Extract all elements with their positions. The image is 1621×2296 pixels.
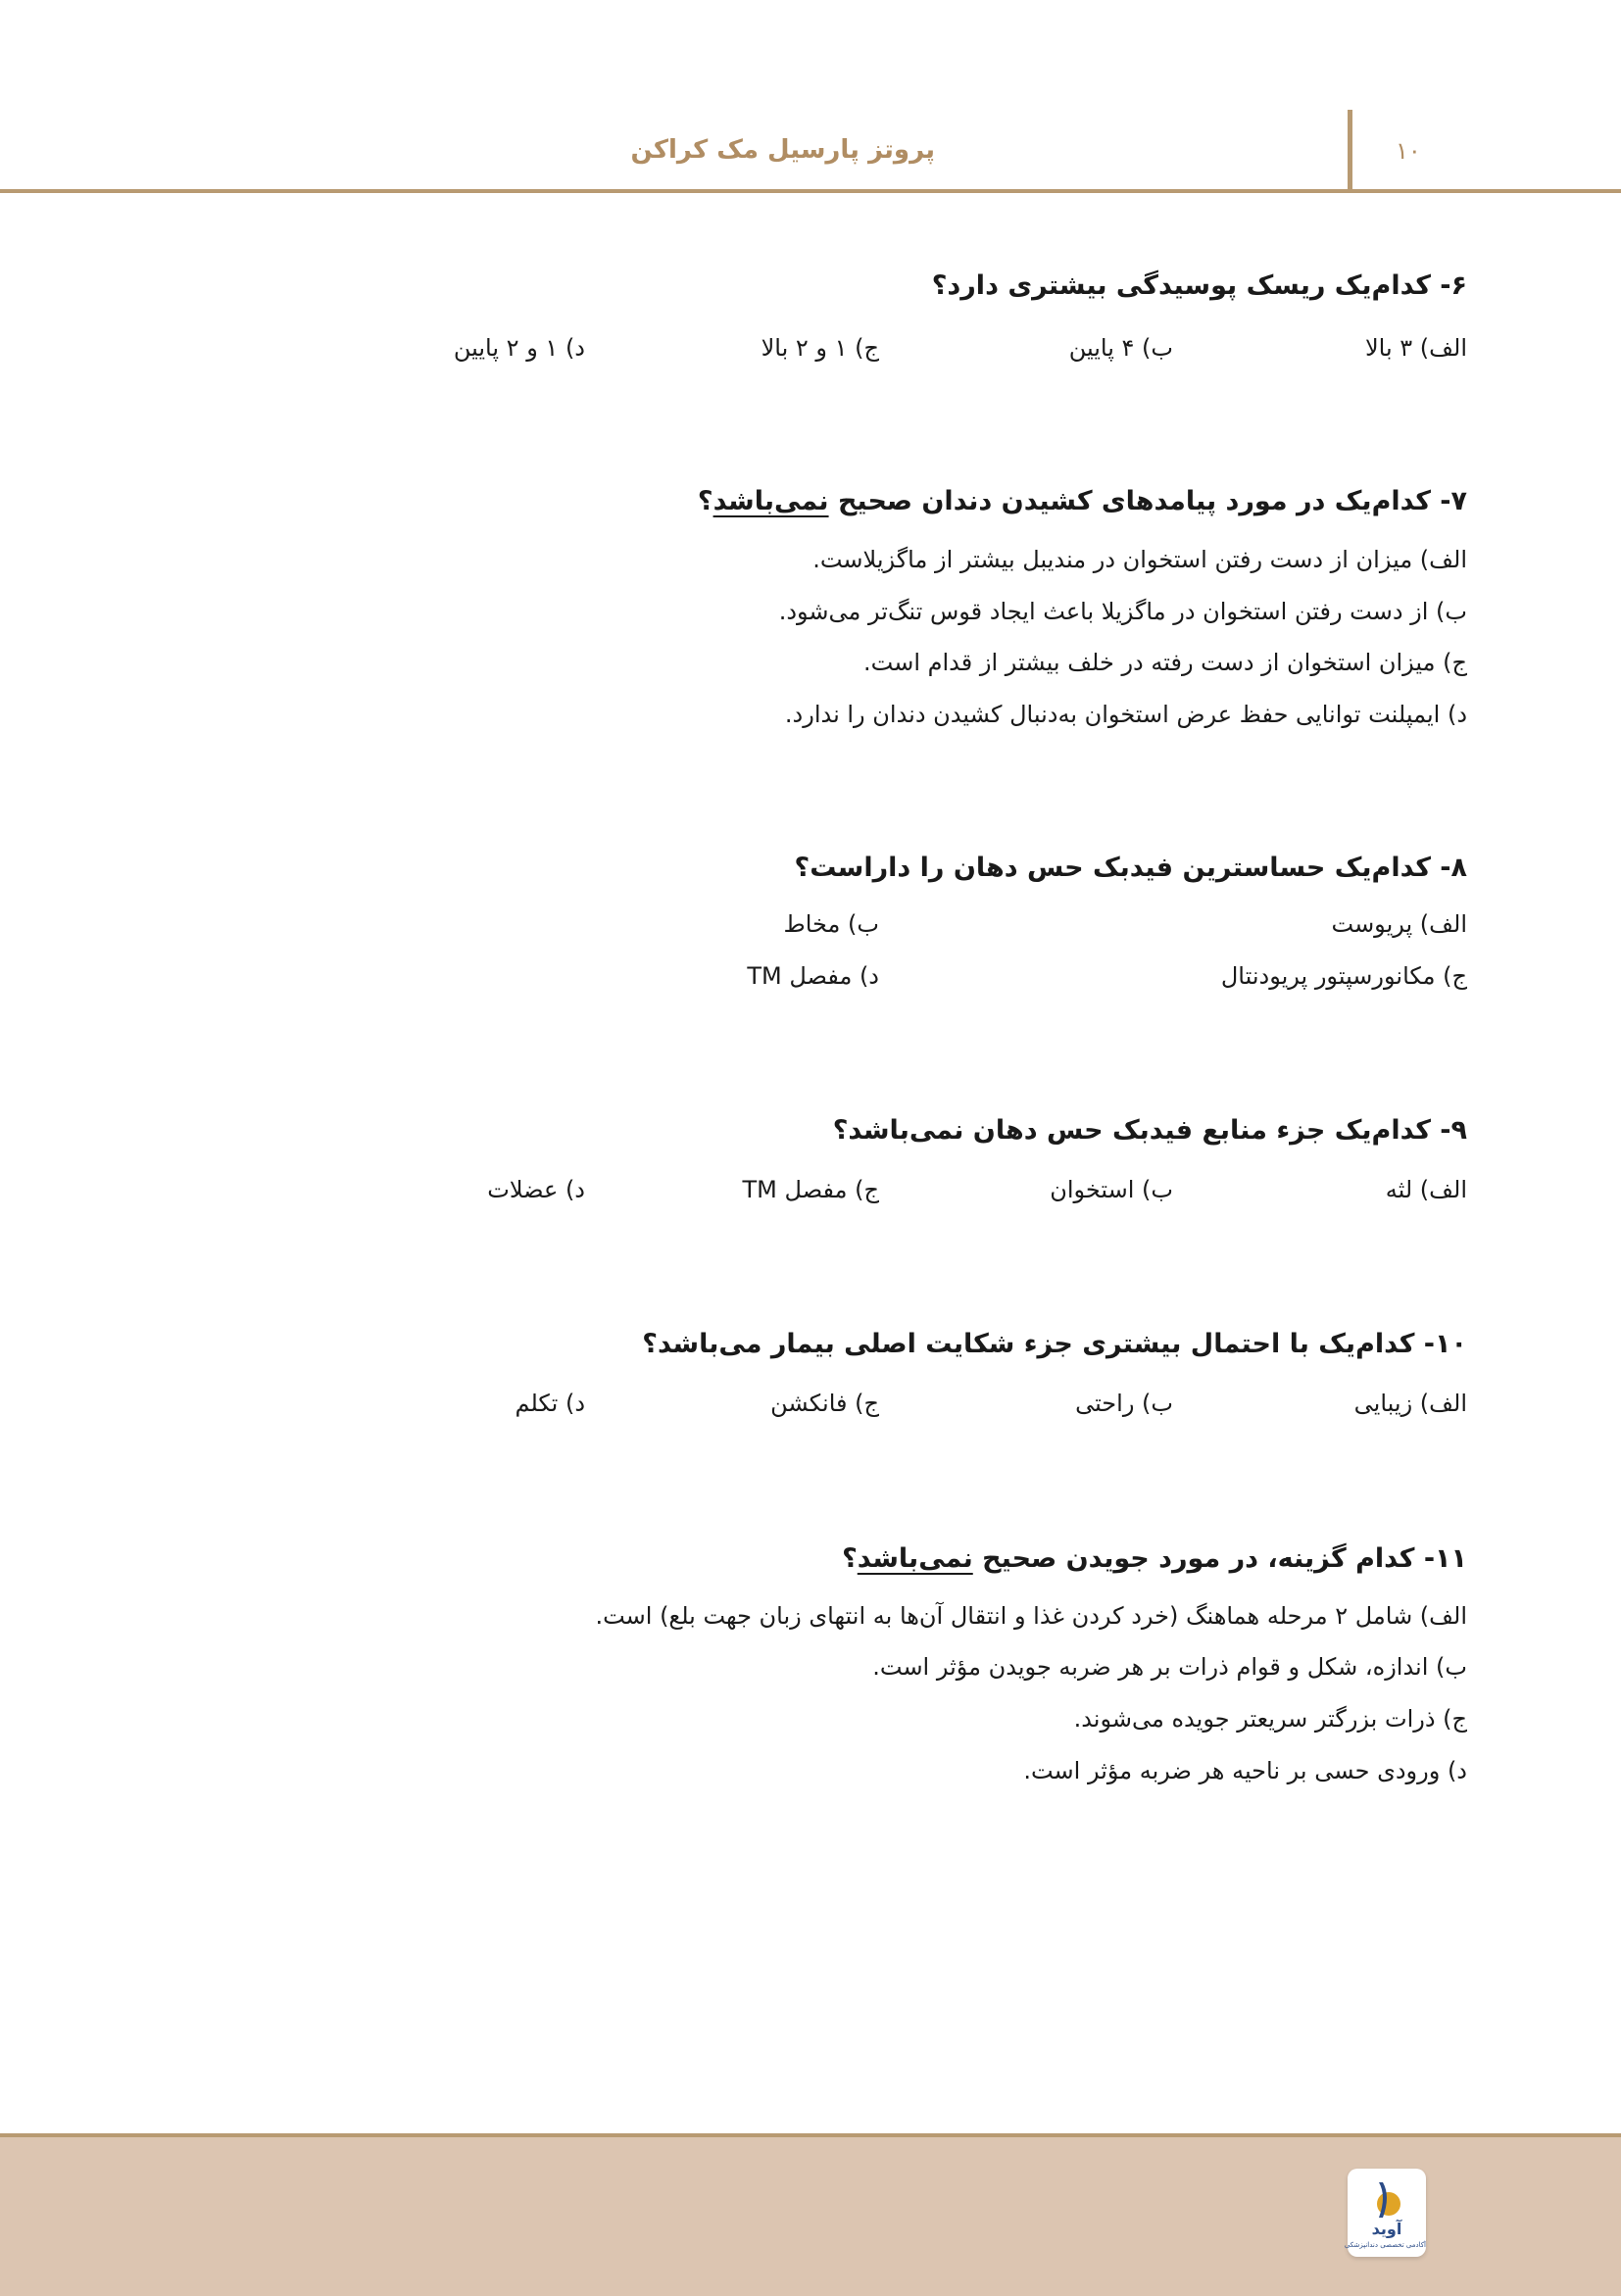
question-10-option-d: د) تکلم bbox=[515, 1390, 585, 1417]
question-7-option-d: د) ایمپلنت توانایی حفظ عرض استخوان به‌دنبال کشیدن دندان را ندارد. bbox=[784, 701, 1467, 728]
header-divider bbox=[0, 189, 1621, 193]
question-6-option-c: ج) ۱ و ۲ بالا bbox=[761, 334, 879, 362]
brand-logo-name: آوید bbox=[1371, 2220, 1402, 2238]
question-11-title bbox=[842, 1543, 1467, 1574]
header-divider-vertical bbox=[1348, 110, 1352, 193]
question-6-option-a: الف) ۳ بالا bbox=[1364, 334, 1467, 362]
question-10-title: ۱۰- کدام‌یک با احتمال بیشتری جزء شکایت اصلی بیمار می‌باشد؟ bbox=[642, 1329, 1467, 1359]
question-8-option-a: الف) پریوست bbox=[1331, 910, 1467, 938]
question-9-option-a: الف) لثه bbox=[1385, 1176, 1467, 1203]
question-8-option-b: ب) مخاط bbox=[783, 910, 879, 938]
question-11-option-a: الف) شامل ۲ مرحله هماهنگ (خرد کردن غذا و انتقال آن‌ها به انتهای زبان جهت بلع) است. bbox=[595, 1602, 1467, 1630]
question-10-option-c: ج) فانکشن bbox=[770, 1390, 879, 1417]
page-number: ۱۰ bbox=[1396, 137, 1421, 165]
question-6-option-b: ب) ۴ پایین bbox=[1068, 334, 1173, 362]
question-7-option-a: الف) میزان از دست رفتن استخوان در مندیبل بیشتر از ماگزیلاست. bbox=[812, 546, 1467, 573]
question-7-option-b: ب) از دست رفتن استخوان در ماگزیلا باعث ایجاد قوس تنگ‌تر می‌شود. bbox=[778, 598, 1467, 625]
question-9-option-d: د) عضلات bbox=[487, 1176, 585, 1203]
question-11-option-c: ج) ذرات بزرگتر سریعتر جویده می‌شوند. bbox=[1073, 1705, 1467, 1733]
question-9-option-b: ب) استخوان bbox=[1050, 1176, 1173, 1203]
question-7-title bbox=[698, 486, 1467, 516]
question-8-option-c: ج) مکانورسپتور پریودنتال bbox=[1220, 962, 1467, 990]
question-9-title: ۹- کدام‌یک جزء منابع فیدبک حس دهان نمی‌باشد؟ bbox=[832, 1115, 1467, 1146]
question-10-option-b: ب) راحتی bbox=[1075, 1390, 1173, 1417]
question-7-title-text: ۷- کدام‌یک در مورد پیامدهای کشیدن دندان صحیح bbox=[828, 486, 1467, 516]
question-9-option-c: ج) مفصل TM bbox=[742, 1176, 879, 1203]
brand-logo-icon bbox=[1365, 2178, 1408, 2222]
question-6-option-d: د) ۱ و ۲ پایین bbox=[453, 334, 585, 362]
question-11-title-mark: ؟ bbox=[842, 1543, 858, 1574]
brand-logo-tagline: آکادمی تخصصی دندانپزشکی bbox=[1344, 2241, 1426, 2249]
question-11-option-d: د) ورودی حسی بر ناحیه هر ضربه مؤثر است. bbox=[1023, 1757, 1467, 1784]
brand-logo bbox=[1344, 2169, 1426, 2257]
question-10-option-a: الف) زیبایی bbox=[1353, 1390, 1467, 1417]
question-11-option-b: ب) اندازه، شکل و قوام ذرات بر هر ضربه جویدن مؤثر است. bbox=[872, 1653, 1467, 1681]
question-11-title-emphasis: نمی‌باشد bbox=[857, 1543, 973, 1574]
question-11-title-text: ۱۱- کدام گزینه، در مورد جویدن صحیح bbox=[972, 1543, 1467, 1574]
footer-band bbox=[0, 2133, 1621, 2296]
question-7-title-mark: ؟ bbox=[697, 486, 713, 516]
question-8-option-d: د) مفصل TM bbox=[747, 962, 879, 990]
header-title: پروتز پارسیل مک کراکن bbox=[630, 135, 935, 165]
question-8-title: ۸- کدام‌یک حساسترین فیدبک حس دهان را داراست؟ bbox=[794, 853, 1467, 883]
question-6-title: ۶- کدام‌یک ریسک پوسیدگی بیشتری دارد؟ bbox=[931, 270, 1467, 301]
question-7-option-c: ج) میزان استخوان از دست رفته در خلف بیشتر از قدام است. bbox=[863, 649, 1467, 676]
question-7-title-emphasis: نمی‌باشد bbox=[712, 486, 829, 516]
